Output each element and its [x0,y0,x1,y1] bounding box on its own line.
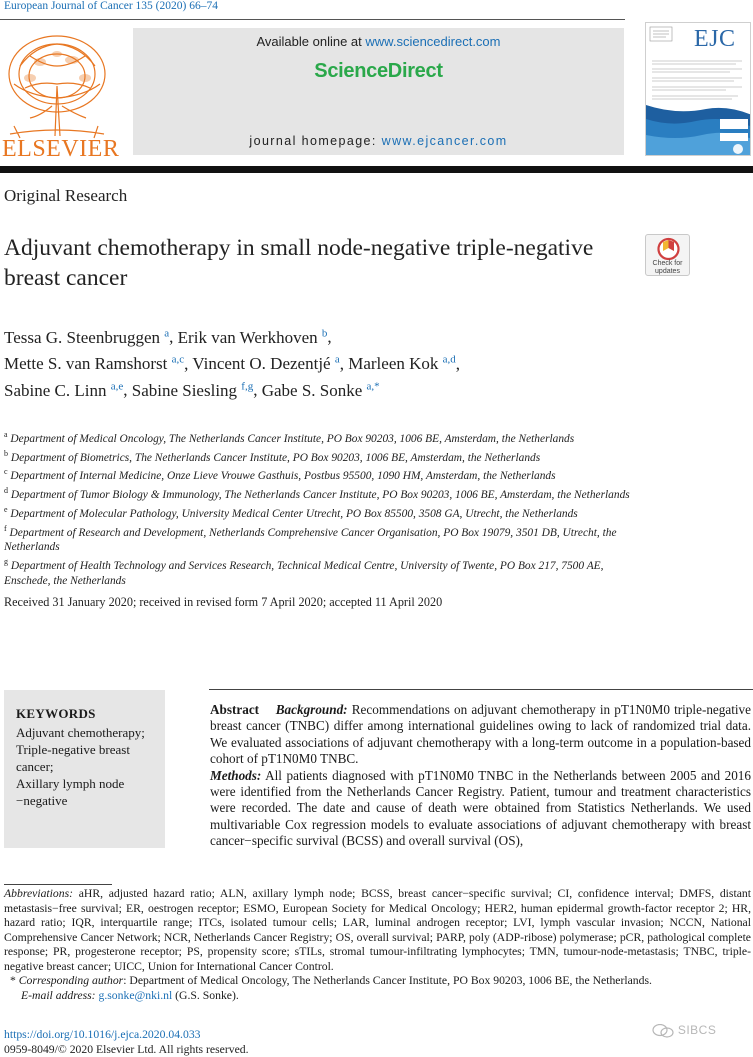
author-name: Erik van Werkhoven [177,327,318,347]
author-separator: , [184,354,193,374]
affiliation-item [4,555,644,589]
homepage-prefix: journal homepage: [249,134,382,148]
available-prefix: Available online at [256,34,366,49]
author[interactable] [192,354,339,373]
affiliation-key: b [4,448,8,458]
affiliation-item [4,503,644,522]
keywords-box [4,690,165,848]
affiliation-key: a [4,430,8,439]
abbreviations-text: aHR, adjusted hazard ratio; ALN, axillary lymph node; BCSS, breast cancer−specific survival; CI, confidence interval; DMFS, distant metastasis−free survival; ER, oestrogen receptor; ESMO, European Society for Medical Oncology; HER2, human epidermal growth-factor receptor 2; HR, hazard ratio; IQR, interquartile range; ITCs, isolated tumour cells; LAR, luminal androgen receptor; LVI, lymph vascular invasion; NCCN, National Comprehensive Cancer Network; NCR, Netherlands Cancer Registry; OS, overall survival; PARP, poly (ADP-ribose) polymerase; pCR, pathological complete response; PR, progesterone receptor; PS, propensity score; sTILs, stromal tumour-infiltrating lymphocytes; TMN, tumour-node-metastasis; TNBC, triple-negative breast cancer; UICC, Union for International Cancer Control. [4,887,751,973]
wechat-icon [652,1024,674,1038]
affiliation-list [4,428,644,589]
author-name: Vincent O. Dezentjé [192,354,331,374]
journal-banner [133,28,624,155]
author-affiliation-marker[interactable]: a,d [442,353,456,366]
cover-journal-abbrev: EJC [694,26,736,52]
received-dates: Received 31 January 2020; received in revised form 7 April 2020; accepted 11 April 2020 [4,595,443,609]
author[interactable] [4,354,184,373]
doi-link[interactable]: https://doi.org/10.1016/j.ejca.2020.04.033 [4,1028,201,1041]
affiliation-text: Department of Health Technology and Services Research, Technical Medical Centre, University of Twente, PO Box 217, 7500 AE, Enschede, the Netherlands [4,559,604,587]
affiliation-text: Department of Biometrics, The Netherlands Cancer Institute, PO Box 90203, 1006 BE, Amsterdam, the Netherlands [10,451,541,464]
affiliation-text: Department of Research and Development, Netherlands Comprehensive Cancer Organisation, PO Box 19079, 3501 DB, Utrecht, the Netherlands [4,526,617,554]
keyword-item[interactable]: Triple-negative breast cancer; [16,742,130,774]
author-name: Gabe S. Sonke [261,380,363,400]
issn-copyright: 0959-8049/© 2020 Elsevier Ltd. All rights reserved. [4,1043,249,1056]
author[interactable] [132,381,253,400]
abstract-rule [209,689,753,690]
corresponding-author-footnote: * Corresponding author: Department of Medical Oncology, The Netherlands Cancer Institute, PO Box 90203, 1006 BE, the Netherlands. [10,974,652,987]
keywords-heading: KEYWORDS [16,706,96,721]
author[interactable] [178,328,328,347]
journal-homepage-line [133,134,624,148]
watermark [652,1023,716,1038]
affiliation-item [4,484,644,503]
affiliation-key: e [4,504,8,514]
author-affiliation-marker[interactable]: a [334,353,340,366]
abbreviations-footnote [4,887,751,974]
top-rule [0,19,625,20]
author-affiliation-marker[interactable]: a [164,327,170,339]
affiliation-text: Department of Molecular Pathology, University Medical Center Utrecht, PO Box 85500, 3508 GA, Utrecht, the Netherlands [10,507,578,520]
author[interactable] [262,381,380,400]
footnote-rule [4,884,112,885]
running-head[interactable]: European Journal of Cancer 135 (2020) 66–74 [4,0,218,12]
affiliation-key: c [4,467,8,477]
author-list [4,322,624,402]
available-online-line [133,34,624,49]
author-affiliation-marker[interactable]: a,* [366,380,380,393]
author-separator: , [253,380,262,400]
background-text: Recommendations on adjuvant chemotherapy in pT1N0M0 triple-negative breast cancer (TNBC) differ among international guidelines owing to lack of randomized trial data. We evaluated associations of adjuvant chemotherapy with a long-term outcome in a population-based cohort of pT1N0M0 TNBC. [210,702,751,767]
author-separator: , [123,380,132,400]
check-updates-icon [646,237,691,261]
check-updates-line2: updates [655,267,680,275]
watermark-text: SIBCS [677,1023,717,1037]
email-footnote [4,989,751,1004]
author-separator: , [169,327,178,347]
footnotes [4,887,751,1003]
author-name: Sabine C. Linn [4,380,107,400]
author-separator: , [339,354,349,374]
author-affiliation-marker[interactable]: a,e [110,380,124,393]
author-name: Mette S. van Ramshorst [4,354,168,374]
author[interactable] [4,381,123,400]
author-separator: , [327,327,332,347]
author-name: Marleen Kok [348,354,439,374]
abstract [210,702,751,850]
author-name: Sabine Siesling [131,380,238,400]
email-link[interactable]: g.sonke@nki.nl [98,988,173,1002]
elsevier-wordmark: ELSEVIER [2,136,120,162]
abstract-methods [210,768,751,850]
corresponding-label: Corresponding author [18,974,124,987]
journal-cover-thumbnail[interactable] [645,22,751,156]
keyword-item[interactable]: Axillary lymph node −negative [16,776,125,808]
affiliation-key: g [4,557,8,567]
keyword-item[interactable]: Adjuvant chemotherapy; [16,725,145,740]
abbreviations-label: Abbreviations: [4,887,74,900]
journal-homepage-link[interactable]: www.ejcancer.com [381,134,508,148]
check-updates-line1: Check for [652,260,683,267]
abstract-label: Abstract [210,702,260,717]
sciencedirect-link[interactable]: www.sciencedirect.com [365,34,501,49]
email-suffix: (G.S. Sonke). [172,988,239,1002]
article-type: Original Research [4,186,128,205]
sciencedirect-logo: ScienceDirect [314,60,443,82]
methods-text: All patients diagnosed with pT1N0M0 TNBC in the Netherlands between 2005 and 2016 were identified from the Netherlands Cancer Registry. Patient, tumour and treatment characteristics were recorded. The date and cause of death were obtained from Statistics Netherlands. We used multivariable Cox regression models to evaluate associations of adjuvant chemotherapy with breast cancer−specific survival (BCSS) and overall survival (OS), [210,767,751,849]
affiliation-text: Department of Medical Oncology, The Netherlands Cancer Institute, PO Box 90203, 1006 BE, Amsterdam, the Netherlands [10,432,575,445]
check-updates-label [646,260,689,275]
author-separator: , [455,354,461,374]
affiliation-item [4,465,644,484]
affiliation-text: Department of Internal Medicine, Onze Lieve Vrouwe Gasthuis, Postbus 95500, 1090 HM, Amsterdam, the Netherlands [10,470,556,483]
abstract-background [210,702,751,768]
header-thick-rule [0,166,753,173]
author[interactable] [4,328,169,347]
affiliation-item [4,428,644,447]
affiliation-key: d [4,486,8,496]
check-for-updates-button[interactable] [645,234,690,276]
author-affiliation-marker[interactable]: f,g [241,380,254,393]
author-affiliation-marker[interactable]: a,c [171,353,185,366]
affiliation-item [4,447,644,466]
background-label: Background: [275,702,348,717]
affiliation-item [4,522,644,556]
author-affiliation-marker[interactable]: b [321,327,328,339]
methods-label: Methods: [210,767,262,783]
email-label: E-mail address: [21,988,96,1002]
affiliation-key: f [4,523,7,533]
article-title: Adjuvant chemotherapy in small node-negative triple-negative breast cancer [4,235,594,291]
corresponding-text: : Department of Medical Oncology, The Netherlands Cancer Institute, PO Box 90203, 1006 BE, the Netherlands. [123,974,652,987]
author[interactable] [348,354,456,373]
affiliation-text: Department of Tumor Biology & Immunology, The Netherlands Cancer Institute, PO Box 90203, 1006 BE, Amsterdam, the Netherlands [10,488,630,501]
author-name: Tessa G. Steenbruggen [4,327,161,347]
